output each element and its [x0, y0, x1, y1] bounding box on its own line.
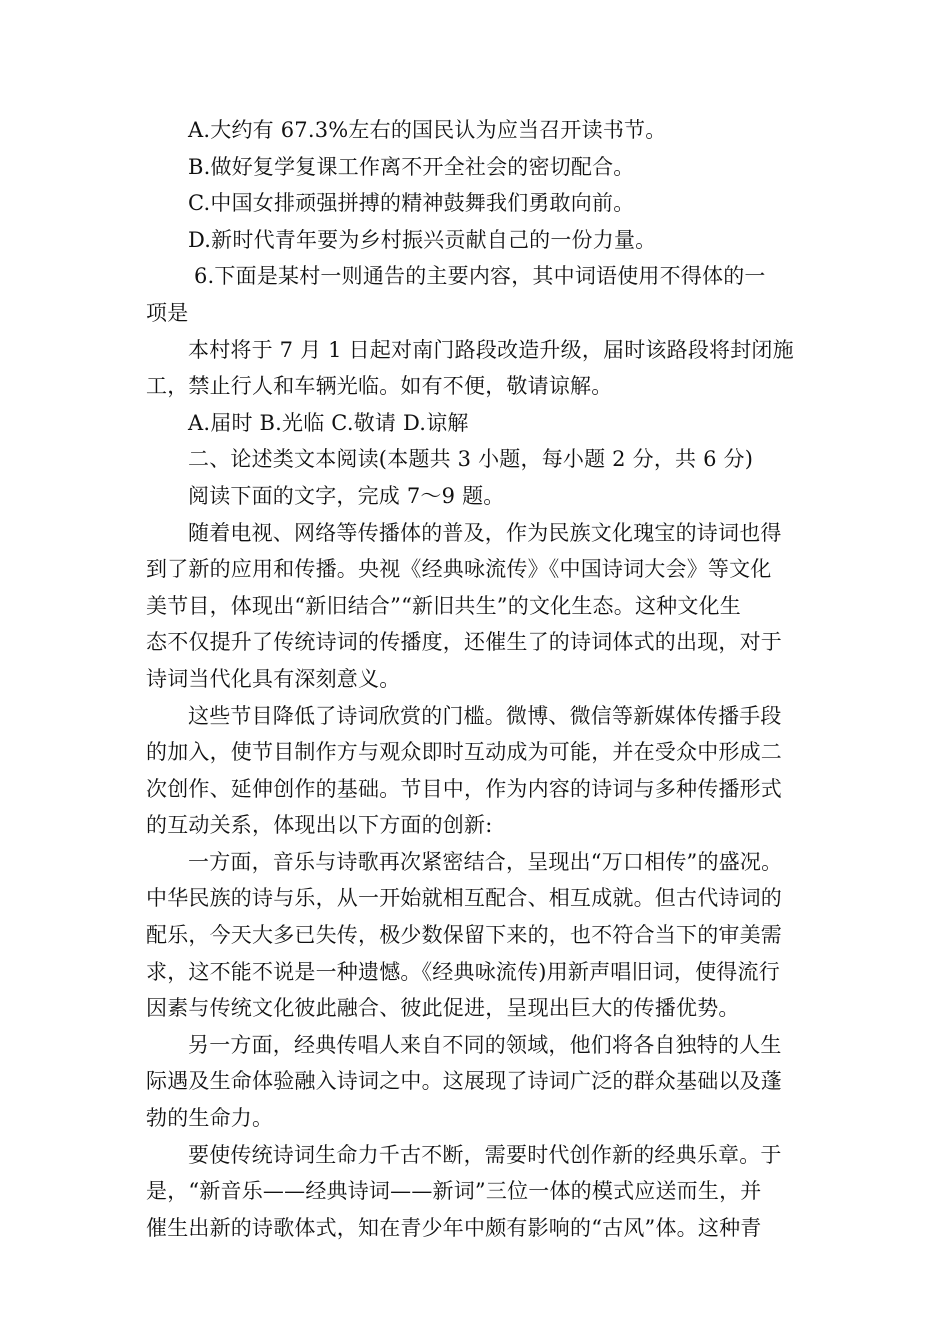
document-body	[146, 112, 806, 1246]
text-line: 一方面，音乐与诗歌再次紧密结合，呈现出“万口相传”的盛况。	[188, 849, 783, 874]
text-line: 本村将于 7 月 1 日起对南门路段改造升级，届时该路段将封闭施	[188, 337, 794, 362]
text-line: 项是	[146, 300, 189, 325]
text-line: 次创作、延伸创作的基础。节目中，作为内容的诗词与多种传播形式	[146, 776, 782, 801]
text-line: 工，禁止行人和车辆光临。如有不便，敬请谅解。	[146, 374, 613, 399]
text-line: 随着电视、网络等传播体的普及，作为民族文化瑰宝的诗词也得	[188, 520, 782, 545]
text-line: 态不仅提升了传统诗词的传播度，还催生了的诗词体式的出现，对于	[146, 630, 782, 655]
text-line: A.届时 B.光临 C.敬请 D.谅解	[188, 410, 469, 435]
text-line: 要使传统诗词生命力千古不断，需要时代创作新的经典乐章。于	[188, 1142, 782, 1167]
text-line: 中华民族的诗与乐，从一开始就相互配合、相互成就。但古代诗词的	[146, 886, 782, 911]
text-line: 求，这不能不说是一种遗憾。《经典咏流传)用新声唱旧词，使得流行	[146, 959, 780, 984]
text-line: 另一方面，经典传唱人来自不同的领域，他们将各自独特的人生	[188, 1032, 782, 1057]
text-line: B.做好复学复课工作离不开全社会的密切配合。	[188, 154, 635, 179]
text-line: 际遇及生命体验融入诗词之中。这展现了诗词广泛的群众基础以及蓬	[146, 1069, 782, 1094]
text-line: 因素与传统文化彼此融合、彼此促进，呈现出巨大的传播优势。	[146, 996, 740, 1021]
text-line: D.新时代青年要为乡村振兴贡献自己的一份力量。	[188, 227, 657, 252]
text-line: 美节目，体现出“新旧结合”“新旧共生”的文化生态。这种文化生	[146, 593, 741, 618]
text-line: 是，“新音乐——经典诗词——新词”三位一体的模式应送而生，并	[146, 1179, 762, 1204]
text-line: 诗词当代化具有深刻意义。	[146, 666, 401, 691]
text-line: A.大约有 67.3%左右的国民认为应当召开读书节。	[188, 118, 667, 142]
text-line: 的互动关系，体现出以下方面的创新:	[146, 813, 493, 838]
text-line: 6.下面是某村一则通告的主要内容，其中词语使用不得体的一	[194, 264, 766, 289]
text-line: 阅读下面的文字，完成 7～9 题。	[188, 483, 505, 508]
text-line: 到了新的应用和传播。央视《经典咏流传》《中国诗词大会》等文化	[146, 557, 772, 582]
text-line: 勃的生命力。	[146, 1106, 274, 1131]
text-line: 催生出新的诗歌体式，知在青少年中颇有影响的“古风”体。这种青	[146, 1215, 762, 1240]
text-line: 的加入，使节目制作方与观众即时互动成为可能，并在受众中形成二	[146, 740, 782, 765]
text-line: C.中国女排顽强拼搏的精神鼓舞我们勇敢向前。	[188, 191, 635, 216]
text-line: 这些节目降低了诗词欣赏的门槛。微博、微信等新媒体传播手段	[188, 703, 782, 728]
text-line: 二、论述类文本阅读(本题共 3 小题，每小题 2 分，共 6 分)	[188, 447, 754, 472]
text-line: 配乐，今天大多已失传，极少数保留下来的，也不符合当下的审美需	[146, 923, 782, 948]
